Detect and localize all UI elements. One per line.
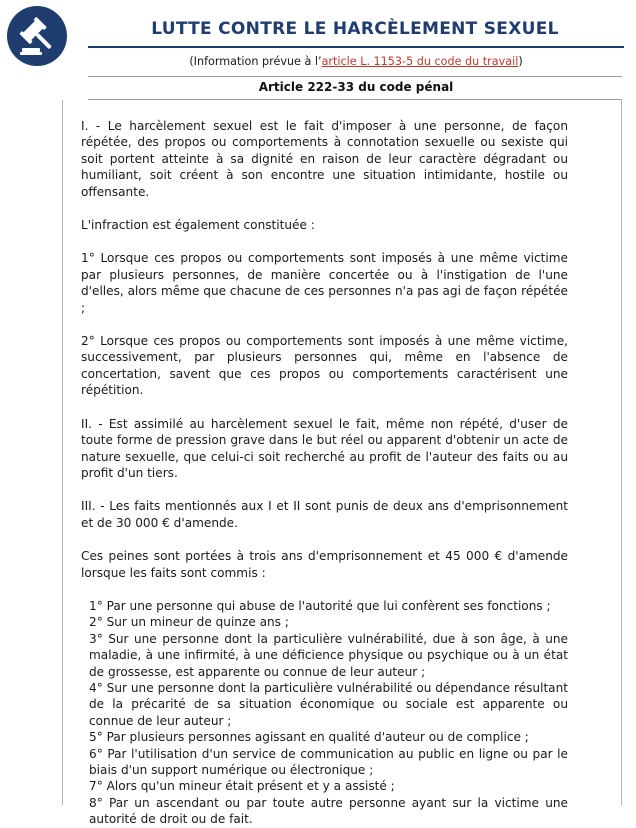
paragraph: L'infraction est également constituée : bbox=[81, 218, 315, 233]
paragraph: Ces peines sont portées à trois ans d'emprisonnement et 45 000 € d'amende lorsque les faits sont commis : bbox=[81, 549, 568, 580]
paragraph: III. - Les faits mentionnés aux I et II sont punis de deux ans d'emprisonnement et de 30 000 € d'amende. bbox=[81, 499, 568, 530]
article-content bbox=[81, 118, 568, 828]
list-item: 3° Sur une personne dont la particulière vulnérabilité, due à son âge, à une maladie, à une infirmité, à une déficience physique ou psychique ou à un état de grossesse, est apparente ou connue de leur auteur ; bbox=[89, 631, 568, 679]
list-item: 6° Par l'utilisation d'un service de communication au public en ligne ou par le biais d'un support numérique ou électronique ; bbox=[89, 746, 568, 777]
info-line bbox=[88, 55, 624, 68]
list-item: 4° Sur une personne dont la particulière vulnérabilité ou dépendance résultant de la précarité de sa situation économique ou sociale est apparente ou connue de leur auteur ; bbox=[89, 680, 568, 728]
info-suffix: ) bbox=[518, 55, 523, 68]
paragraph: I. - Le harcèlement sexuel est le fait d'imposer à une personne, de façon répétée, des propos ou comportements à connotation sexuelle ou sexiste qui soit portent atteinte à sa dignité en raison de leur caractère dégradant ou humiliant, soit créent à son encontre une situation intimidante, hostile ou offensante. bbox=[81, 119, 568, 199]
info-prefix: (Information prévue à l’ bbox=[189, 55, 322, 68]
list-item: 2° Sur un mineur de quinze ans ; bbox=[89, 615, 289, 630]
list-item: 8° Par un ascendant ou par toute autre personne ayant sur la victime une autorité de droit ou de fait. bbox=[89, 795, 568, 827]
paragraph: 2° Lorsque ces propos ou comportements sont imposés à une même victime, successivement, par plusieurs personnes qui, même en l'absence de concertation, savent que ces propos ou comportements caractérisent une répétition. bbox=[81, 334, 568, 398]
paragraph: 1° Lorsque ces propos ou comportements sont imposés à une même victime par plusieurs personnes, de manière concertée ou à l'instigation de l'une d'elles, alors même que chacune de ces personnes n'a pas agi de façon répétée ; bbox=[81, 251, 568, 315]
gavel-icon bbox=[7, 6, 67, 66]
list-item: 7° Alors qu'un mineur était présent et y a assisté ; bbox=[89, 779, 395, 794]
list-item: 1° Par une personne qui abuse de l'autorité que lui confèrent ses fonctions ; bbox=[89, 598, 551, 613]
logo bbox=[7, 6, 67, 66]
article-title: Article 222-33 du code pénal bbox=[258, 80, 454, 94]
list-item: 5° Par plusieurs personnes agissant en qualité d'auteur ou de complice ; bbox=[89, 730, 529, 745]
title-divider bbox=[88, 46, 624, 48]
page-title: LUTTE CONTRE LE HARCÈLEMENT SEXUEL bbox=[151, 19, 559, 39]
paragraph: II. - Est assimilé au harcèlement sexuel le fait, même non répété, d'user de toute forme de pression grave dans le but réel ou apparent d'obtenir un acte de nature sexuelle, que celui-ci soit recherché au profit de l'auteur des faits ou au profit d'un tiers. bbox=[81, 416, 568, 480]
article-link[interactable]: article L. 1153-5 du code du travail bbox=[321, 55, 519, 68]
aggravating-list bbox=[81, 598, 568, 828]
